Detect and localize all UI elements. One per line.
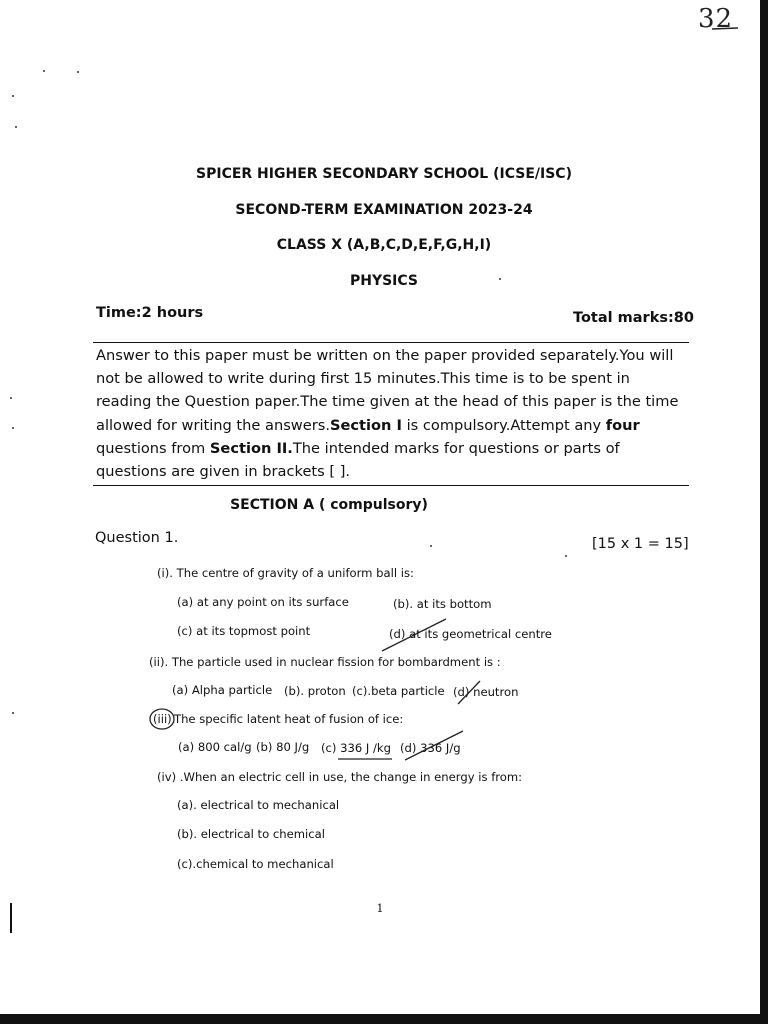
- instructions-section1: Section I: [329, 416, 402, 434]
- q3-stem: The specific latent heat of fusion of ice:: [174, 712, 404, 726]
- class-line: CLASS X (A,B,C,D,E,F,G,H,I): [276, 237, 492, 253]
- q3-circle-mark: [150, 709, 174, 729]
- total-marks: Total marks:80: [573, 310, 694, 326]
- q3-number: (iii).: [153, 712, 176, 726]
- question-marks: [15 x 1 = 15]: [592, 536, 689, 552]
- q2-option-b: (b). proton: [284, 684, 346, 698]
- q3-option-d: (d) 336 J/g: [400, 741, 461, 755]
- instructions-four: four: [605, 416, 640, 434]
- q1-stem: (i). The centre of gravity of a uniform ball is:: [157, 566, 414, 580]
- scan-bottom-edge: [0, 1014, 768, 1024]
- q3-option-a: (a) 800 cal/g: [178, 740, 252, 754]
- q3-tick-mark: [405, 731, 463, 760]
- q2-stem: (ii). The particle used in nuclear fission for bombardment is :: [149, 655, 501, 669]
- q1-option-b: (b). at its bottom: [393, 597, 492, 611]
- q1-option-a: (a) at any point on its surface: [177, 595, 349, 609]
- instructions-text-4: The intended marks for questions or parts of questions are given in brackets [ ].: [96, 439, 620, 481]
- instructions-text-1: Answer to this paper must be written on the paper provided separately.You will not be allowed to write during first 15 minutes.This time is to be spent in reading the Question paper.The time given at the head of this paper is the time allowed for writing the answers.: [96, 347, 679, 434]
- scan-margin-line: [10, 903, 12, 933]
- scan-speck: [430, 545, 432, 547]
- q4-option-b: (b). electrical to chemical: [177, 827, 325, 841]
- exam-title: SECOND-TERM EXAMINATION 2023-24: [235, 202, 533, 218]
- page-number: 1: [376, 902, 384, 915]
- time-allowed: Time:2 hours: [96, 305, 204, 321]
- instructions-text-2: is compulsory.Attempt any: [401, 416, 606, 434]
- scan-speck: [565, 555, 567, 557]
- q1-option-c: (c) at its topmost point: [177, 624, 311, 638]
- scan-right-edge: [760, 0, 768, 1024]
- q4-stem: (iv) .When an electric cell in use, the change in energy is from:: [157, 770, 523, 784]
- instructions-text-3: questions from: [96, 439, 210, 457]
- scan-speck: [43, 70, 45, 72]
- q1-tick-mark: [382, 619, 446, 651]
- scan-speck: [10, 397, 12, 399]
- scan-speck: [12, 427, 14, 429]
- scan-speck: [499, 278, 501, 280]
- q3-option-c: (c) 336 J /kg: [321, 741, 392, 755]
- q4-option-c: (c).chemical to mechanical: [177, 857, 334, 871]
- q2-option-c: (c).beta particle: [352, 684, 445, 698]
- question-label: Question 1.: [95, 530, 179, 546]
- q3-option-b: (b) 80 J/g: [256, 740, 310, 754]
- q2-option-d: (d) neutron: [453, 685, 519, 699]
- instructions-section2: Section II.: [209, 439, 293, 457]
- page-number-underline: [712, 28, 738, 29]
- scan-speck: [77, 71, 79, 73]
- school-name: SPICER HIGHER SECONDARY SCHOOL (ICSE/ISC): [196, 166, 572, 182]
- q4-option-a: (a). electrical to mechanical: [177, 798, 340, 812]
- q2-option-a: (a) Alpha particle: [172, 683, 273, 697]
- q2-tick-mark: [458, 681, 480, 704]
- scan-speck: [15, 126, 17, 128]
- subject-title: PHYSICS: [349, 273, 419, 289]
- scan-speck: [12, 712, 14, 714]
- q1-option-d: (d) at its geometrical centre: [389, 627, 552, 641]
- section-a-title: SECTION A ( compulsory): [230, 497, 428, 513]
- scan-speck: [12, 95, 14, 97]
- handwritten-page-number: 32: [698, 4, 734, 34]
